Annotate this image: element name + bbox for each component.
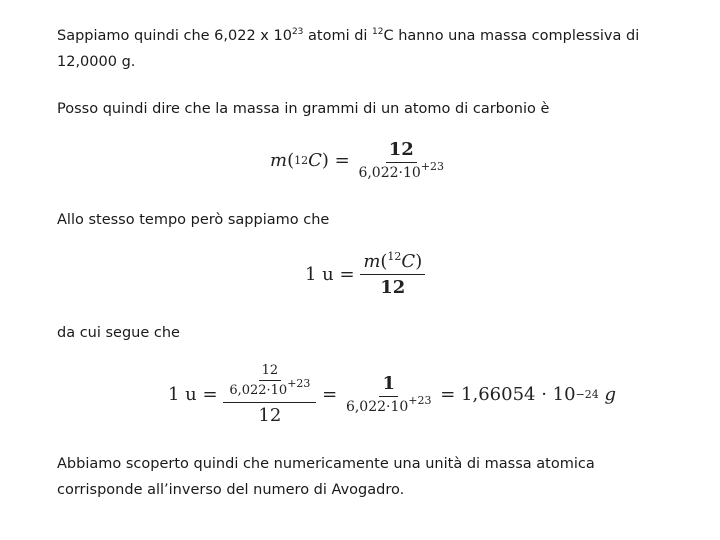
eq3-result-base: 1,66054 · 10 — [461, 384, 576, 406]
paragraph-avogadro-mass — [57, 23, 639, 75]
eq2-close-paren: ) — [415, 251, 423, 272]
eq3-outer-denominator: 12 — [258, 404, 282, 426]
eq3-inner-den-exponent: +23 — [287, 377, 311, 391]
eq2-numerator — [360, 252, 425, 275]
eq3-inner-fraction — [226, 364, 313, 399]
eq3-equals-3: = — [434, 384, 462, 406]
eq3-reciprocal-fraction — [343, 374, 435, 415]
eq2-fraction — [360, 252, 425, 298]
eq3-compound-numerator — [223, 364, 316, 403]
p2-text: Posso quindi dire che la massa in grammi di un atomo di carbonio è — [57, 101, 550, 117]
eq3-reciprocal-numerator: 1 — [379, 374, 398, 397]
equation-carbon-mass: m ( 12 C ) = $\frac{12}{6,022\cdot 10^{+23}}$ — [270, 140, 447, 181]
eq2-element: C — [401, 251, 416, 272]
eq3-equals-1: = — [196, 384, 224, 406]
p4-text: da cui segue che — [57, 325, 180, 341]
eq1-den-exponent: +23 — [420, 159, 445, 173]
p1-text-b: atomi di — [303, 28, 373, 44]
eq1-close-paren: ) — [321, 150, 329, 172]
eq3-unit: g — [604, 384, 617, 406]
paragraph-it-follows — [57, 320, 180, 346]
paragraph-carbon-atom-mass — [57, 96, 549, 122]
p5-line1: Abbiamo scoperto quindi che numericamente una unità di massa atomica — [57, 456, 595, 472]
eq3-lhs: 1 u — [168, 384, 197, 406]
p1-exponent: 23 — [291, 27, 304, 37]
eq3-reciprocal-denominator — [343, 393, 435, 415]
equation-amu-value: 1 u = $\frac{\frac{12}{6,022\cdot 10^{+23}}}{12}$ = $\frac{1}{6,022\cdot 10^{+23}}$ = 1,66054 · 10 −24 g — [168, 363, 617, 426]
eq3-inner-numerator: 12 — [259, 364, 282, 381]
eq1-element: C — [308, 150, 322, 172]
eq3-compound-fraction — [223, 364, 316, 425]
eq2-denominator: 12 — [380, 276, 406, 298]
eq2-lhs: 1 u — [305, 264, 334, 286]
eq2-equals: = — [333, 264, 361, 286]
p5-line2: corrisponde all’inverso del numero di Avogadro. — [57, 482, 405, 498]
eq1-m: m — [270, 150, 288, 172]
eq3-inner-denominator — [226, 377, 313, 399]
paragraph-same-time — [57, 207, 329, 233]
p1-line2: 12,0000 g. — [57, 54, 136, 70]
eq3-inner-den-base: 6,022·10 — [229, 383, 288, 399]
p1-isotope-number: 12 — [372, 27, 384, 37]
eq3-reciprocal-den-exponent: +23 — [408, 393, 432, 407]
equation-amu-definition — [305, 252, 425, 298]
p3-text: Allo stesso tempo però sappiamo che — [57, 212, 330, 228]
eq1-equals: = — [328, 150, 356, 172]
p1-text-a: Sappiamo quindi che 6,022 x 10 — [57, 28, 292, 44]
eq3-equals-2: = — [316, 384, 343, 406]
p1-text-c: C hanno una massa complessiva di — [383, 28, 640, 44]
eq2-m: m — [363, 251, 381, 272]
eq1-open-paren: ( — [287, 150, 295, 172]
eq2-open-paren: ( — [380, 251, 388, 272]
eq3-reciprocal-den-base: 6,022·10 — [345, 398, 409, 415]
eq1-den-base: 6,022·10 — [358, 164, 421, 181]
eq1-fraction — [355, 140, 447, 181]
eq1-denominator — [355, 159, 447, 181]
eq2-isotope-sup: 12 — [387, 250, 402, 263]
eq1-numerator: 12 — [386, 140, 417, 163]
paragraph-conclusion — [57, 451, 595, 503]
